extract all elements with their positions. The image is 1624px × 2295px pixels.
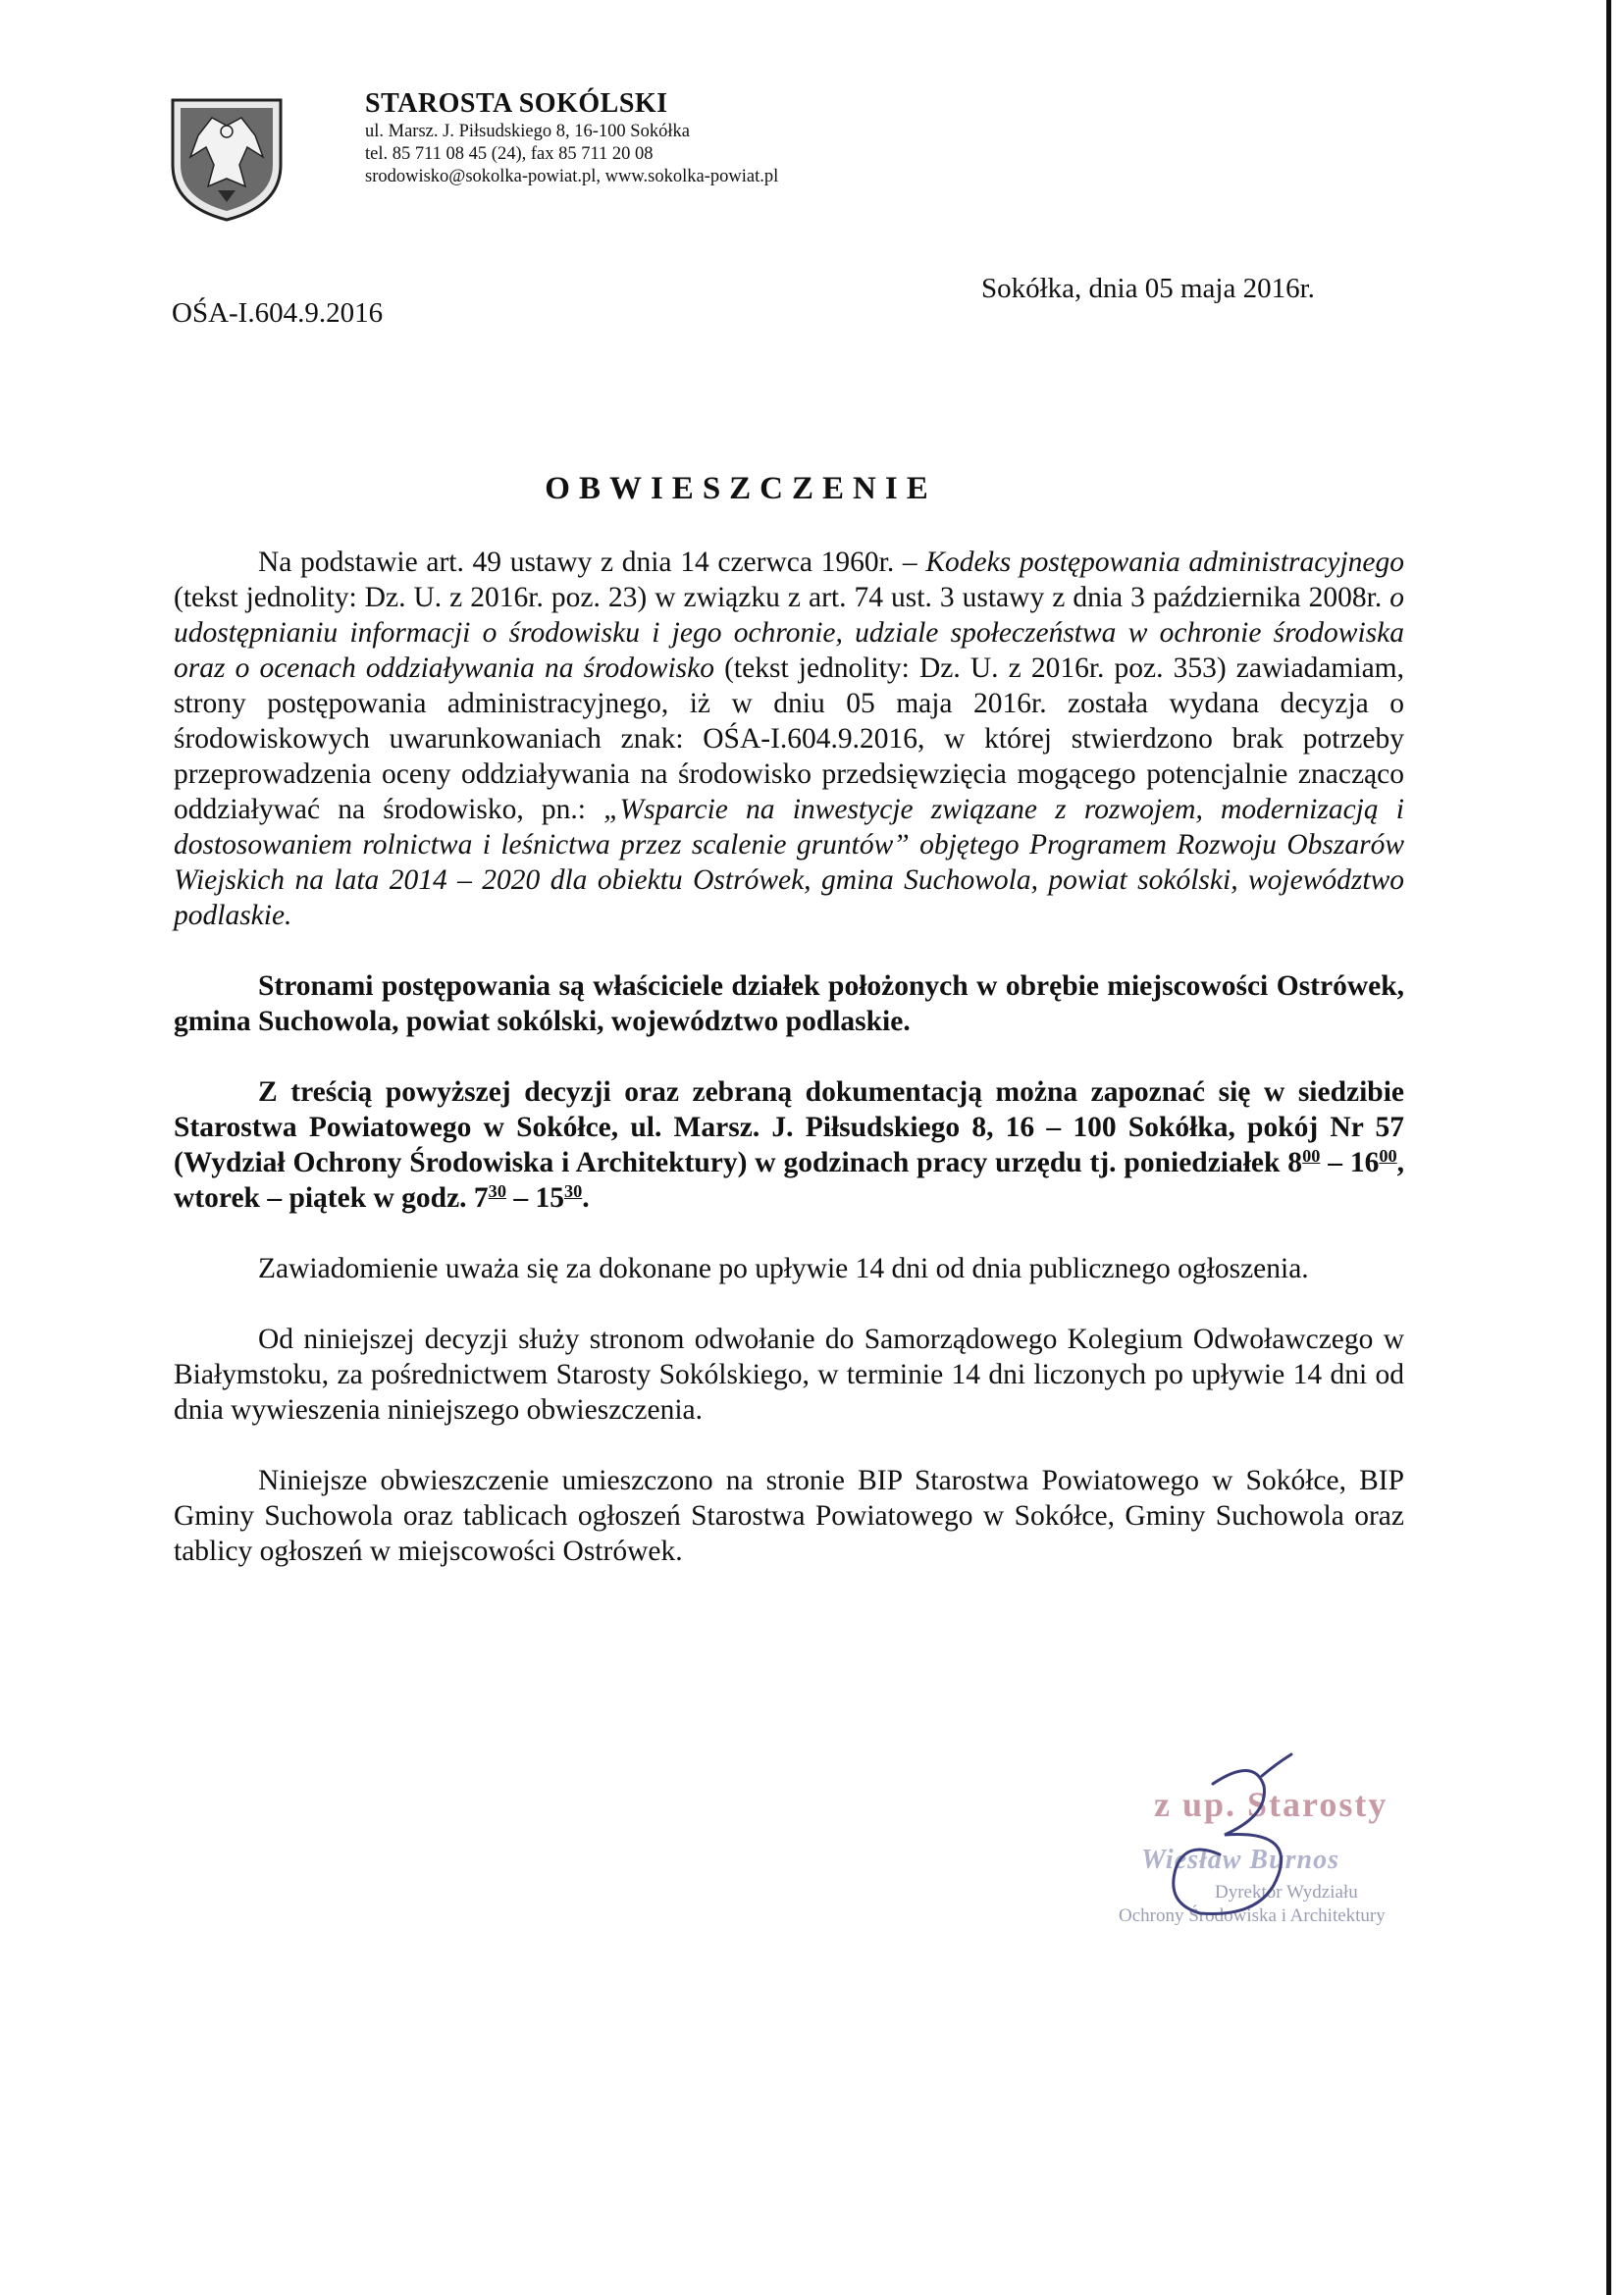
stamp-line-1: z up. Starosty [1154,1785,1388,1824]
handwritten-signature [1107,1747,1421,1943]
p1-text-e: (tekst jednolity: Dz. U. z 2016r. poz. 353) zawiadamiam, strony postępowania administracyjnego, iż w dniu 05 maja 2016r. została wydana decyzja o środowiskowych uwarunkowaniach znak: OŚA-I.604.9.2016, w której stwierdzono brak potrzeby przeprowadzenia oceny oddziaływania na środowisko przedsięwzięcia mogącego potencjalnie znacząco oddziaływać na środowisko, pn.: [174,652,1404,825]
paragraph-notification: Zawiadomienie uważa się za dokonane po upływie 14 dni od dnia publicznego ogłoszenia. [258,1253,1309,1284]
paragraph-publication: Niniejsze obwieszczenie umieszczono na stronie BIP Starostwa Powiatowego w Sokółce, BIP Gminy Suchowola oraz tablicach ogłoszeń Starostwa Powiatowego w Sokółce, Gminy Suchowola oraz tablicy ogłoszeń w miejscowości Ostrówek. [174,1465,1404,1567]
coat-of-arms-eagle-icon [169,96,285,222]
authority-name: STAROSTA SOKÓLSKI [365,88,668,119]
stamp-line-2: Wiesław Burnos [1141,1845,1340,1875]
p1-act-title: Kodeks postępowania administracyjnego [925,547,1404,578]
paragraph-legal-basis [174,545,1404,933]
p1-text-a: Na podstawie art. 49 ustawy z dnia 14 czerwca 1960r. – [258,547,926,578]
p3-text-e: . [582,1182,590,1214]
p3-sup-4: 30 [563,1181,583,1201]
p1-project-name: „Wsparcie na inwestycje związane z rozwojem, modernizacją i dostosowaniem rolnictwa i leśnictwa przez scalenie gruntów” objętego Programem Rozwoju Obszarów Wiejskich na lata 2014 – 2020 dla obiektu Ostrówek, gmina Suchowola, powiat sokólski, województwo podlaskie. [174,794,1404,931]
stamp-line-3: Dyrektor Wydziału [1215,1882,1358,1903]
page-edge-line [1606,0,1611,2295]
document-date: Sokółka, dnia 05 maja 2016r. [981,273,1315,304]
document-heading: OBWIESZCZENIE [545,471,937,506]
p1-act-title-2: o udostępnianiu informacji o środowisku i jego ochronie, udziale społeczeństwa w ochronie środowiska oraz o ocenach oddziaływania na środowisko [174,582,1404,684]
authority-address: ul. Marsz. J. Piłsudskiego 8, 16-100 Sokółka [365,122,690,141]
p3-sup-3: 30 [488,1181,506,1201]
document-body [174,545,1404,1569]
paragraph-appeal: Od niniejszej decyzji służy stronom odwołanie do Samorządowego Kolegium Odwoławczego w Białymstoku, za pośrednictwem Starosty Sokólskiego, w terminie 14 dni liczonych po upływie 14 dni od dnia wywieszenia niniejszego obwieszczenia. [174,1324,1404,1426]
p3-sup-1: 00 [1302,1146,1321,1166]
official-stamp [1107,1747,1421,1943]
p3-sup-2: 00 [1379,1146,1397,1166]
p3-text-d: – 15 [505,1182,564,1214]
letterhead [365,86,778,188]
authority-contact: srodowisko@sokolka-powiat.pl, www.sokolka-powiat.pl [365,167,779,187]
stamp-line-4: Ochrony Środowiska i Architektury [1119,1905,1386,1926]
paragraph-inspection [174,1074,1404,1216]
p3-text-c: , wtorek – piątek w godz. 7 [174,1147,1405,1214]
paragraph-parties: Stronami postępowania są właściciele działek położonych w obrębie miejscowości Ostrówek, gmina Suchowola, powiat sokólski, województwo podlaskie. [174,970,1404,1037]
reference-number: OŚA-I.604.9.2016 [172,297,384,329]
authority-phone: tel. 85 711 08 45 (24), fax 85 711 20 08 [365,144,654,165]
p3-text-a: Z treścią powyższej decyzji oraz zebraną dokumentacją można zapoznać się w siedzibie Starostwa Powiatowego w Sokółce, ul. Marsz. J. Piłsudskiego 8, 16 – 100 Sokółka, pokój Nr 57 (Wydział Ochrony Środowiska i Architektury) w godzinach pracy urzędu tj. poniedziałek 8 [174,1076,1404,1178]
p3-text-b: – 16 [1320,1147,1380,1178]
p1-text-c: (tekst jednolity: Dz. U. z 2016r. poz. 23) w związku z art. 74 ust. 3 ustawy z dnia 3 października 2008r. [174,582,1390,613]
